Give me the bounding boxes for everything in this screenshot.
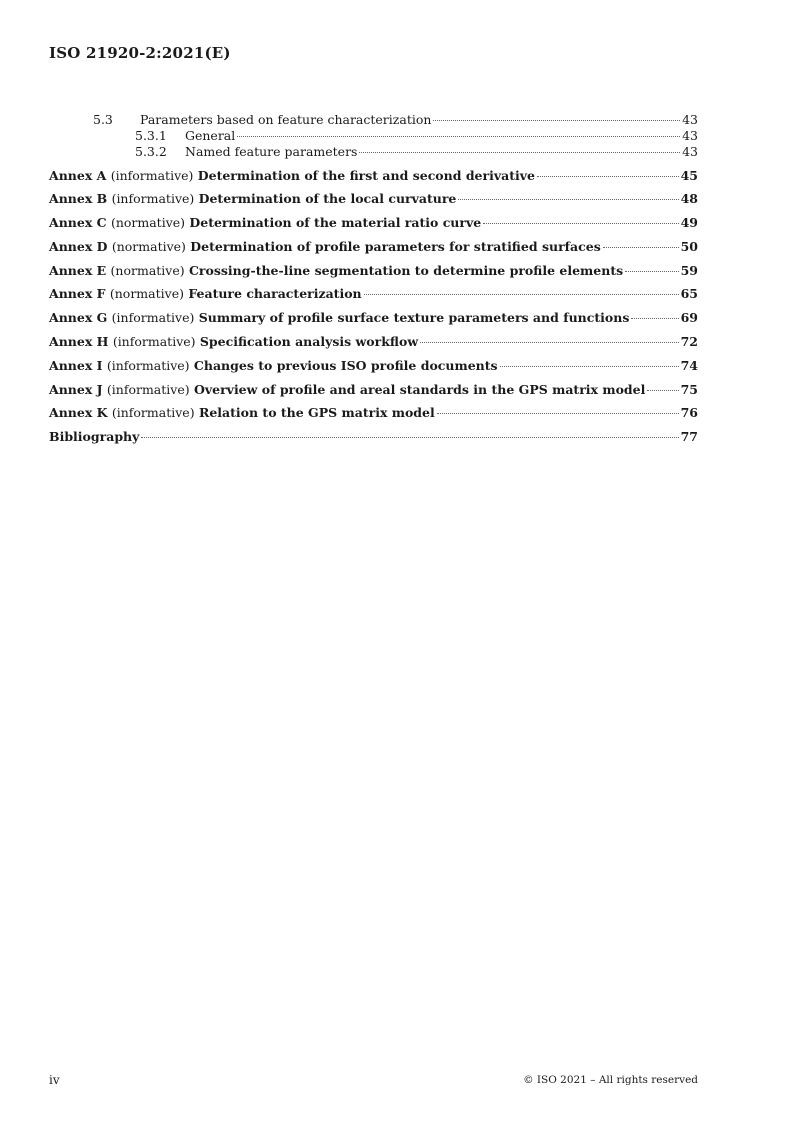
toc-entry-5-3-1[interactable]: [49, 128, 698, 144]
toc-entry-page: 43: [682, 112, 698, 127]
annex-page: 59: [680, 262, 698, 278]
dot-leader: [500, 366, 679, 367]
annex-page: 49: [680, 215, 698, 231]
bibliography-page: 77: [680, 429, 698, 445]
annex-title: Determination of the first and second derivative: [197, 167, 535, 183]
toc-entry-number: 5.3.2: [135, 144, 167, 159]
annex-page: 50: [680, 238, 698, 254]
annex-page: 45: [680, 167, 698, 183]
annex-page: 72: [680, 334, 698, 350]
dot-leader: [537, 176, 679, 177]
annex-kind: (normative): [110, 262, 185, 278]
annex-page: 74: [680, 357, 698, 373]
dot-leader: [364, 294, 679, 295]
dot-leader: [237, 136, 680, 137]
dot-leader: [647, 390, 678, 391]
annex-label: Annex F: [49, 286, 106, 302]
annex-title: Summary of profile surface texture parameters and functions: [198, 310, 630, 326]
annex-title: Specification analysis workflow: [199, 334, 419, 350]
toc-entry-page: 43: [682, 128, 698, 143]
dot-leader: [359, 152, 680, 153]
annex-kind: (normative): [110, 215, 186, 231]
dot-leader: [458, 199, 678, 200]
annex-title: Determination of profile parameters for stratified surfaces: [190, 238, 601, 254]
toc-entry-page: 43: [682, 144, 698, 159]
annex-kind: (informative): [106, 381, 190, 397]
dot-leader: [141, 437, 678, 438]
annex-title: Crossing-the-line segmentation to determine profile elements: [188, 262, 624, 278]
toc-annex-f[interactable]: [49, 286, 698, 302]
annex-kind: (normative): [111, 238, 186, 254]
toc-annex-e[interactable]: [49, 263, 698, 279]
toc-entry-title: Named feature parameters: [185, 144, 358, 159]
toc-annex-g[interactable]: [49, 310, 698, 326]
toc-entry-number: 5.3.1: [135, 128, 167, 143]
annex-page: 69: [680, 310, 698, 326]
document-id-header: ISO 21920-2:2021(E): [49, 44, 231, 62]
annex-label: Annex G: [49, 310, 108, 326]
annex-title: Relation to the GPS matrix model: [198, 405, 435, 421]
footer-copyright: © ISO 2021 – All rights reserved: [523, 1074, 698, 1086]
annex-title: Overview of profile and areal standards in the GPS matrix model: [193, 381, 646, 397]
dot-leader: [625, 271, 678, 272]
toc-entry-title: Parameters based on feature characterization: [140, 112, 432, 127]
annex-kind: (normative): [109, 286, 184, 302]
toc-bibliography[interactable]: [49, 429, 698, 445]
annex-label: Annex H: [49, 334, 109, 350]
annex-label: Annex D: [49, 238, 108, 254]
annex-page: 48: [680, 191, 698, 207]
dot-leader: [420, 342, 679, 343]
dot-leader: [437, 413, 679, 414]
footer-page-number: iv: [49, 1073, 60, 1087]
toc-annex-j[interactable]: [49, 382, 698, 398]
toc-entry-number: 5.3: [93, 112, 113, 127]
dot-leader: [433, 120, 680, 121]
dot-leader: [603, 247, 679, 248]
toc-annex-h[interactable]: [49, 334, 698, 350]
annex-title: Determination of the local curvature: [198, 191, 457, 207]
annex-label: Annex J: [49, 381, 103, 397]
toc-annex-i[interactable]: [49, 358, 698, 374]
toc-annex-b[interactable]: [49, 191, 698, 207]
annex-kind: (informative): [111, 191, 195, 207]
annex-kind: (informative): [111, 310, 195, 326]
annex-label: Annex B: [49, 191, 108, 207]
annex-kind: (informative): [110, 167, 194, 183]
annex-title: Feature characterization: [188, 286, 362, 302]
toc-entry-5-3-2[interactable]: [49, 144, 698, 160]
annex-label: Annex I: [49, 357, 103, 373]
toc-annex-c[interactable]: [49, 215, 698, 231]
annex-label: Annex A: [49, 167, 107, 183]
annex-title: Determination of the material ratio curve: [189, 215, 482, 231]
annex-kind: (informative): [111, 405, 195, 421]
toc-entry-5-3[interactable]: [49, 112, 698, 128]
annex-label: Annex C: [49, 215, 107, 231]
bibliography-title: Bibliography: [49, 429, 140, 445]
annex-title: Changes to previous ISO profile documents: [193, 357, 498, 373]
annex-label: Annex E: [49, 262, 107, 278]
toc-annex-a[interactable]: [49, 168, 698, 184]
annex-kind: (informative): [112, 334, 196, 350]
annex-label: Annex K: [49, 405, 108, 421]
toc-annex-d[interactable]: [49, 239, 698, 255]
table-of-contents: [49, 112, 698, 445]
dot-leader: [631, 318, 678, 319]
annex-page: 75: [680, 381, 698, 397]
annex-page: 65: [680, 286, 698, 302]
toc-entry-title: General: [185, 128, 236, 143]
annex-kind: (informative): [106, 357, 190, 373]
toc-annex-k[interactable]: [49, 405, 698, 421]
annex-page: 76: [680, 405, 698, 421]
dot-leader: [483, 223, 678, 224]
